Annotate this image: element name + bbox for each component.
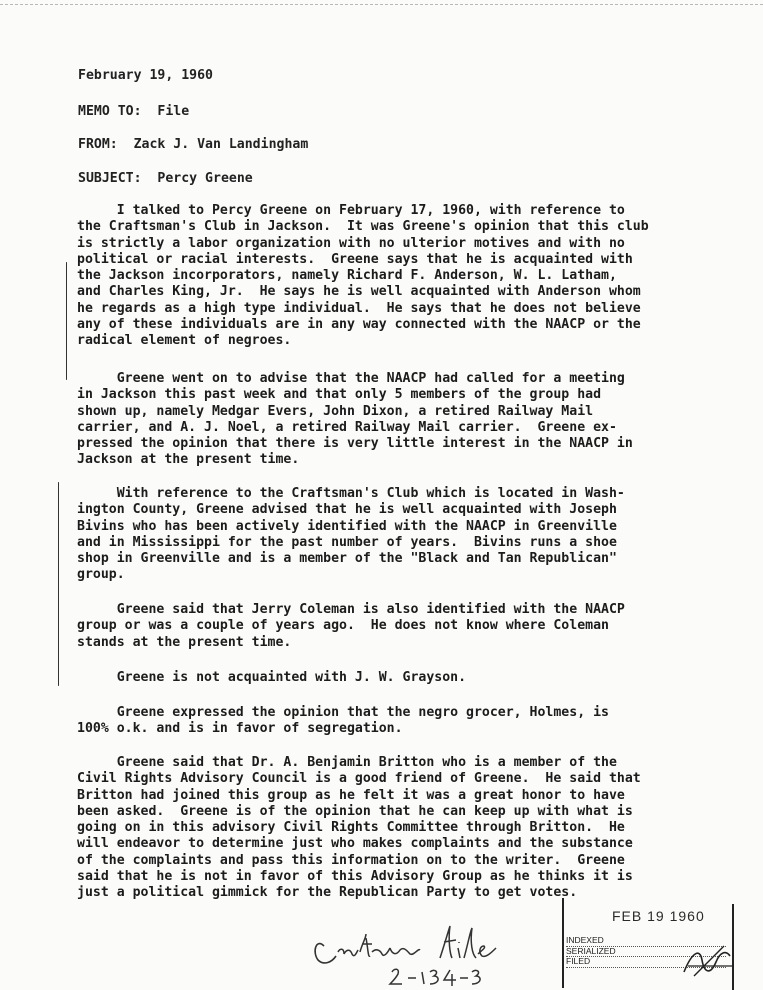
stamp-indexed-label: INDEXED xyxy=(566,936,726,947)
text-line: been asked. Greene is of the opinion that he can keep up with what is xyxy=(77,803,633,819)
text-line: radical element of negroes. xyxy=(77,333,292,349)
text-line: Greene went on to advise that the NAACP had called for a meeting xyxy=(77,371,625,386)
margin-bracket-mark xyxy=(58,482,59,686)
text-line: shown up, namely Medgar Evers, John Dixon, a retired Railway Mail xyxy=(77,403,594,419)
text-line: just a political gimmick for the Republican Party to get votes. xyxy=(77,885,578,901)
text-line: Bivins who has been actively identified with the NAACP in Greenville xyxy=(77,518,617,534)
paragraph xyxy=(77,203,727,350)
text-line: in Jackson this past week and that only 5 members of the group had xyxy=(77,387,602,403)
memo-to-line xyxy=(78,104,189,120)
text-line: said that he is not in favor of this Advisory Group as he thinks it is xyxy=(77,869,633,885)
text-line: carrier, and A. J. Noel, a retired Railway Mail carrier. Greene ex- xyxy=(77,419,617,435)
paragraph xyxy=(77,371,727,469)
memo-subject-line xyxy=(78,171,253,187)
text-line: 100% o.k. and is in favor of segregation. xyxy=(77,721,403,737)
text-line: any of these individuals are in any way connected with the NAACP or the xyxy=(77,317,641,333)
memo-date: February 19, 1960 xyxy=(78,68,213,83)
stamp-filed-label: FILED xyxy=(566,957,726,968)
text-line: group or was a couple of years ago. He does not know where Coleman xyxy=(77,618,609,634)
paragraph xyxy=(77,755,727,902)
memo-subject-value: Percy Greene xyxy=(157,171,253,186)
stamp-serialized-label: SERIALIZED xyxy=(566,947,726,958)
text-line: going on in this advisory Civil Rights Committee through Britton. He xyxy=(77,820,625,836)
text-line: the Jackson incorporators, namely Richard F. Anderson, W. L. Latham, xyxy=(77,268,617,284)
stamp-border-left xyxy=(562,898,564,988)
memo-from-line xyxy=(78,137,308,153)
text-line: he regards as a high type individual. He says that he does not believe xyxy=(77,300,641,316)
memo-to-label: MEMO TO: xyxy=(78,104,142,119)
text-line: is strictly a labor organization with no ulterior motives and with no xyxy=(77,235,625,251)
paragraph xyxy=(77,486,727,584)
paragraph xyxy=(77,602,727,651)
text-line: pressed the opinion that there is very little interest in the NAACP in xyxy=(77,436,633,452)
text-line: and in Mississippi for the past number of years. Bivins runs a shoe xyxy=(77,534,617,550)
memo-from-value: Zack J. Van Landingham xyxy=(133,137,309,152)
text-line: Civil Rights Advisory Council is a good friend of Greene. He said that xyxy=(77,771,641,787)
text-line: Greene expressed the opinion that the negro grocer, Holmes, is xyxy=(77,705,609,720)
text-line: Jackson at the present time. xyxy=(77,452,300,468)
handwritten-file-note xyxy=(310,918,530,990)
memo-subject-label: SUBJECT: xyxy=(78,171,142,186)
text-line: the Craftsman's Club in Jackson. It was Greene's opinion that this club xyxy=(77,219,649,235)
text-line: stands at the present time. xyxy=(77,634,292,650)
paragraph xyxy=(77,670,727,686)
margin-bracket-mark xyxy=(66,262,67,380)
memo-to-value: File xyxy=(157,104,190,119)
text-line: group. xyxy=(77,567,125,583)
text-line: I talked to Percy Greene on February 17, 1960, with reference to xyxy=(77,203,625,218)
page-top-edge xyxy=(0,4,763,5)
text-line: Britton had joined this group as he felt it was a great honor to have xyxy=(77,787,625,803)
text-line: Greene said that Dr. A. Benjamin Britton who is a member of the xyxy=(77,755,617,770)
stamp-initials-scribble xyxy=(680,942,736,982)
text-line: Greene said that Jerry Coleman is also identified with the NAACP xyxy=(77,602,625,617)
memo-from-label: FROM: xyxy=(78,137,118,152)
received-stamp xyxy=(560,898,750,990)
text-line: will endeavor to determine just who makes complaints and the substance xyxy=(77,836,633,852)
text-line: With reference to the Craftsman's Club which is located in Wash- xyxy=(77,486,625,501)
text-line: Greene is not acquainted with J. W. Grayson. xyxy=(77,670,467,685)
text-line: and Charles King, Jr. He says he is well acquainted with Anderson whom xyxy=(77,284,641,300)
text-line: of the complaints and pass this information on to the writer. Greene xyxy=(77,852,625,868)
text-line: ington County, Greene advised that he is well acquainted with Joseph xyxy=(77,502,617,518)
text-line: political or racial interests. Greene says that he is acquainted with xyxy=(77,251,633,267)
paragraph xyxy=(77,705,727,738)
text-line: shop in Greenville and is a member of the "Black and Tan Republican" xyxy=(77,551,617,567)
stamp-date: FEB 19 1960 xyxy=(612,908,705,924)
